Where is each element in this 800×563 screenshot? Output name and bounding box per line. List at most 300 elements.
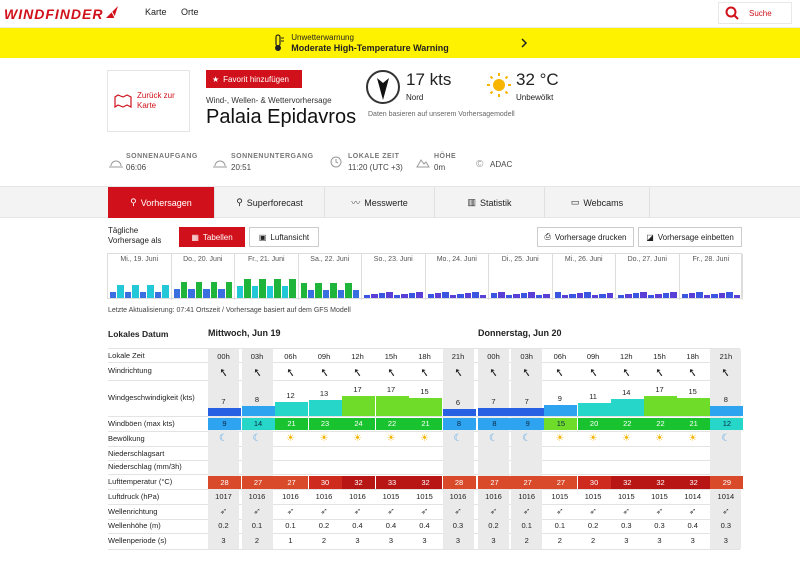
wave-period-cell: 2 bbox=[254, 536, 260, 545]
overview-wind-bar bbox=[330, 283, 336, 298]
overview-day-label: Mi., 19. Juni bbox=[120, 256, 159, 263]
overview-day[interactable] bbox=[426, 254, 490, 300]
overview-wind-bar bbox=[670, 292, 676, 298]
gust-cell: 12 bbox=[710, 418, 743, 430]
overview-wind-bar bbox=[543, 294, 549, 298]
wind-speed-bar bbox=[275, 402, 308, 416]
temperature-cell: 33 bbox=[376, 476, 409, 489]
wave-height-cell: 0.1 bbox=[285, 521, 296, 530]
wave-height-cell: 0.1 bbox=[251, 521, 263, 530]
wind-speed-value: 15 bbox=[420, 387, 429, 396]
overview-wind-bar bbox=[188, 289, 194, 298]
add-favorite-button[interactable] bbox=[206, 70, 302, 88]
overview-wind-bar bbox=[226, 282, 232, 298]
print-label: Vorhersage drucken bbox=[554, 232, 627, 242]
wind-speed-bar bbox=[376, 396, 409, 416]
pressure-cell: 1016 bbox=[315, 492, 333, 501]
row-separator bbox=[108, 380, 740, 381]
sun-icon bbox=[486, 72, 512, 98]
wind-speed-value: 8 bbox=[723, 395, 728, 405]
overview-day-label: Mi., 26. Juni bbox=[564, 256, 603, 263]
print-icon: ⎙ bbox=[544, 232, 551, 241]
daily-forecast-label: Tägliche Vorhersage als bbox=[108, 226, 162, 245]
square-icon: ▣ bbox=[258, 232, 267, 242]
overview-wind-bar bbox=[465, 293, 471, 298]
back-to-map-button[interactable] bbox=[107, 70, 190, 132]
wind-direction-arrow-icon: ➘ bbox=[720, 365, 732, 379]
gust-cell: 24 bbox=[342, 418, 375, 430]
temperature-cell: 32 bbox=[644, 476, 677, 489]
wave-period-cell: 3 bbox=[355, 536, 360, 545]
overview-wind-bar bbox=[640, 292, 646, 298]
wave-period-cell: 3 bbox=[422, 536, 427, 545]
overview-wind-bar bbox=[536, 295, 542, 298]
hour-cell: 00h bbox=[217, 352, 230, 361]
wind-speed-bar bbox=[644, 396, 677, 416]
wind-speed-value: 15 bbox=[688, 387, 697, 396]
tab-label: Statistik bbox=[480, 197, 512, 208]
pressure-cell: 1015 bbox=[584, 492, 602, 501]
logo[interactable]: WINDFINDER bbox=[4, 6, 104, 22]
wave-height-cell: 0.2 bbox=[488, 521, 499, 530]
row-separator bbox=[108, 474, 740, 475]
overview-wind-bar bbox=[338, 290, 344, 298]
wind-speed-value: 17 bbox=[386, 384, 396, 394]
overview-wind-bar bbox=[704, 295, 710, 298]
overview-day-label: Sa., 22. Juni bbox=[310, 256, 350, 263]
sun-icon: ☀ bbox=[286, 433, 295, 444]
row-separator bbox=[108, 533, 740, 534]
overview-wind-bar bbox=[498, 292, 504, 298]
tab-label: Webcams bbox=[583, 197, 624, 208]
hour-cell: 12h bbox=[620, 352, 633, 361]
overview-wind-bar bbox=[371, 294, 377, 298]
tab-bar bbox=[0, 186, 800, 218]
gust-cell: 23 bbox=[309, 418, 342, 430]
tab-vorhersagen[interactable] bbox=[108, 187, 215, 218]
temperature-cell: 30 bbox=[309, 476, 342, 489]
adac-icon: © bbox=[476, 159, 484, 170]
tab-statistik[interactable] bbox=[435, 187, 545, 218]
row-separator bbox=[108, 519, 740, 520]
tab-label: Superforecast bbox=[246, 197, 303, 208]
overview-wind-bar bbox=[211, 282, 217, 298]
wave-period-cell: 2 bbox=[321, 536, 327, 545]
sunset-icon bbox=[212, 156, 228, 168]
wind-direction-arrow-icon: ➘ bbox=[218, 365, 230, 379]
moon-icon: ☾ bbox=[219, 433, 228, 444]
overview-wind-bar bbox=[655, 294, 661, 298]
wind-speed-value: 7 bbox=[491, 396, 496, 406]
row-label: Wellenperiode (s) bbox=[108, 536, 167, 545]
air-view-label: Luftansicht bbox=[270, 232, 310, 242]
data-basis-note: Daten basieren auf unserem Vorhersagemodell bbox=[368, 111, 515, 118]
bar-chart-icon: ▥ bbox=[467, 197, 476, 207]
overview-wind-bar bbox=[435, 293, 441, 298]
wave-period-cell: 2 bbox=[557, 536, 562, 545]
overview-wind-bar bbox=[682, 294, 688, 298]
hour-cell: 18h bbox=[418, 352, 431, 361]
overview-wind-bar bbox=[416, 292, 422, 298]
row-label: Windrichtung bbox=[108, 366, 152, 375]
overview-wind-bar bbox=[428, 294, 434, 298]
overview-wind-bar bbox=[315, 283, 321, 298]
overview-wind-bar bbox=[696, 292, 702, 298]
wave-height-cell: 0.3 bbox=[452, 521, 464, 530]
hour-cell: 15h bbox=[384, 352, 398, 361]
overview-wind-bar bbox=[259, 279, 265, 298]
hour-cell: 00h bbox=[487, 352, 500, 361]
wind-speed-value: 14 bbox=[622, 388, 631, 398]
wind-speed-bar bbox=[242, 406, 275, 416]
wave-period-cell: 2 bbox=[524, 536, 529, 545]
sunset-value: 20:51 bbox=[231, 163, 252, 172]
moon-icon: ☾ bbox=[721, 433, 731, 444]
wave-period-cell: 3 bbox=[221, 536, 226, 545]
temperature-cell: 27 bbox=[242, 476, 275, 489]
pressure-cell: 1015 bbox=[551, 492, 569, 501]
row-label: Lokale Zeit bbox=[108, 351, 145, 360]
hour-cell: 12h bbox=[351, 352, 364, 361]
moon-icon: ☾ bbox=[252, 433, 262, 444]
tab-superforecast[interactable] bbox=[215, 187, 325, 218]
overview-wind-bar bbox=[117, 285, 123, 298]
pressure-cell: 1016 bbox=[449, 492, 467, 501]
overview-wind-bar bbox=[252, 286, 258, 298]
overview-day-label: Do., 27. Juni bbox=[627, 256, 667, 263]
pressure-cell: 1015 bbox=[651, 492, 668, 501]
overview-wind-bar bbox=[663, 293, 669, 298]
wave-height-cell: 0.3 bbox=[720, 521, 732, 530]
overview-wind-bar bbox=[513, 294, 519, 298]
moon-icon: ☾ bbox=[453, 433, 463, 444]
overview-wind-bar bbox=[274, 279, 280, 298]
hour-cell: 09h bbox=[586, 352, 600, 361]
overview-day[interactable] bbox=[616, 254, 680, 300]
wave-height-cell: 0.4 bbox=[385, 521, 397, 530]
pressure-cell: 1014 bbox=[717, 492, 735, 501]
wind-direction-arrow-icon: ➘ bbox=[687, 365, 699, 379]
wind-direction-arrow-icon: ➘ bbox=[654, 365, 666, 379]
overview-day[interactable] bbox=[680, 254, 744, 300]
pressure-cell: 1017 bbox=[215, 492, 232, 501]
date-label: Lokales Datum bbox=[108, 329, 169, 339]
wave-direction-icon: ➶ bbox=[589, 506, 597, 516]
sun-icon: ☀ bbox=[420, 433, 429, 444]
wave-period-cell: 2 bbox=[591, 536, 596, 545]
logo-star-icon bbox=[104, 4, 120, 20]
overview-wind-bar bbox=[442, 292, 448, 298]
pressure-cell: 1016 bbox=[485, 492, 502, 501]
overview-day-label: So., 23. Juni bbox=[373, 256, 413, 263]
wind-direction-arrow-icon: ➘ bbox=[620, 365, 632, 379]
overview-day-label: Fr., 28. Juni bbox=[692, 256, 730, 263]
wind-speed-value: 11 bbox=[589, 391, 597, 401]
wave-period-cell: 3 bbox=[455, 536, 461, 545]
hour-cell: 15h bbox=[653, 352, 666, 361]
overview-wind-bar bbox=[218, 289, 224, 298]
clock-icon bbox=[330, 156, 342, 168]
gust-cell: 9 bbox=[511, 418, 544, 430]
tab-label: Messwerte bbox=[364, 197, 408, 208]
camera-icon: ▭ bbox=[570, 197, 580, 207]
wind-speed-value: 17 bbox=[655, 384, 664, 394]
overview-day-label: Do., 20. Juni bbox=[183, 256, 223, 263]
wave-height-cell: 0.1 bbox=[554, 521, 566, 530]
air-view-button[interactable] bbox=[249, 227, 319, 247]
overview-day[interactable] bbox=[362, 254, 426, 300]
map-icon bbox=[114, 94, 132, 108]
temperature-cell: 28 bbox=[443, 476, 476, 489]
wave-direction-icon: ➶ bbox=[420, 506, 429, 516]
sun-icon: ☀ bbox=[688, 433, 698, 444]
moon-icon: ☾ bbox=[522, 433, 532, 444]
wave-direction-icon: ➶ bbox=[253, 506, 261, 516]
bike-icon: ⚲ bbox=[236, 197, 243, 207]
wind-direction-arrow-icon: ➘ bbox=[521, 365, 533, 379]
warning-title: Unwetterwarnung bbox=[291, 33, 354, 42]
wave-height-cell: 0.4 bbox=[687, 521, 698, 530]
temperature-cell: 27 bbox=[544, 476, 577, 489]
wave-period-cell: 3 bbox=[624, 536, 629, 545]
wind-speed-bar bbox=[409, 398, 442, 416]
overview-wind-bar bbox=[364, 295, 370, 298]
pressure-cell: 1015 bbox=[416, 492, 433, 501]
spot-name: Palaia Epidavros bbox=[206, 106, 357, 128]
sunrise-icon bbox=[108, 156, 124, 168]
wind-direction-arrow-icon: ➘ bbox=[554, 365, 566, 379]
wind-speed-value: 13 bbox=[319, 389, 329, 399]
gust-cell: 22 bbox=[376, 418, 409, 430]
overview-wind-bar bbox=[155, 292, 161, 298]
overview-wind-bar bbox=[196, 282, 202, 298]
wind-speed-bar bbox=[342, 396, 375, 416]
temperature-cell: 32 bbox=[342, 476, 375, 489]
overview-wind-bar bbox=[607, 293, 613, 298]
overview-wind-bar bbox=[555, 292, 561, 298]
thermometer-icon bbox=[271, 34, 285, 52]
search-icon bbox=[725, 6, 739, 20]
row-separator bbox=[108, 348, 740, 349]
wind-speed-value: 9 bbox=[557, 394, 562, 404]
print-forecast-button[interactable] bbox=[537, 227, 634, 247]
wave-direction-icon: ➶ bbox=[489, 506, 498, 516]
day2-title: Donnerstag, Jun 20 bbox=[478, 328, 562, 338]
overview-day[interactable] bbox=[299, 254, 363, 300]
sunset-label: SONNENUNTERGANG bbox=[231, 153, 314, 160]
search-label: Suche bbox=[749, 8, 772, 18]
wind-speed-value: 8 bbox=[254, 395, 260, 405]
wind-speed-value: 6 bbox=[455, 397, 461, 407]
hour-cell: 06h bbox=[553, 352, 567, 361]
wave-height-cell: 0.1 bbox=[521, 521, 532, 530]
forecast-overview-strip[interactable] bbox=[107, 253, 742, 299]
overview-wind-bar bbox=[584, 292, 590, 298]
overview-wind-bar bbox=[282, 286, 288, 298]
hour-cell: 03h bbox=[520, 352, 533, 361]
tab-label: Vorhersagen bbox=[140, 197, 192, 208]
row-separator bbox=[108, 489, 740, 490]
overview-wind-bar bbox=[506, 295, 512, 298]
sun-icon: ☀ bbox=[386, 433, 396, 444]
overview-wind-bar bbox=[719, 293, 725, 298]
overview-wind-bar bbox=[140, 292, 146, 298]
hour-cell: 06h bbox=[284, 352, 297, 361]
warning-message: Moderate High-Temperature Warning bbox=[291, 43, 449, 53]
wind-direction-arrow-icon: ➘ bbox=[352, 365, 364, 379]
bike-icon: ⚲ bbox=[130, 197, 137, 207]
overview-day[interactable] bbox=[553, 254, 617, 300]
gust-cell: 22 bbox=[611, 418, 644, 430]
overview-day[interactable] bbox=[235, 254, 299, 300]
overview-day-label: Fr., 21. Juni bbox=[247, 256, 285, 263]
temperature-cell: 32 bbox=[611, 476, 644, 489]
overview-day[interactable] bbox=[108, 254, 172, 300]
overview-wind-bar bbox=[132, 285, 138, 298]
sun-icon: ☀ bbox=[621, 433, 631, 444]
overview-wind-bar bbox=[308, 290, 314, 298]
overview-wind-bar bbox=[472, 292, 478, 298]
wind-direction-arrow-icon: ➘ bbox=[488, 365, 500, 379]
wave-height-cell: 0.4 bbox=[352, 521, 363, 530]
day1-title: Mittwoch, Jun 19 bbox=[208, 328, 281, 338]
search-button[interactable] bbox=[718, 2, 792, 24]
sunrise-label: SONNENAUFGANG bbox=[126, 153, 198, 160]
overview-wind-bar bbox=[401, 294, 407, 298]
temperature-cell: 27 bbox=[511, 476, 544, 489]
compass-icon bbox=[366, 70, 400, 104]
temperature-cell: 28 bbox=[208, 476, 241, 489]
wave-period-cell: 1 bbox=[288, 536, 293, 545]
spot-subtitle: Wind-, Wellen- & Wettervorhersage bbox=[206, 96, 332, 105]
temperature-cell: 27 bbox=[275, 476, 308, 489]
overview-wind-bar bbox=[457, 294, 463, 298]
row-label: Lufttemperatur (°C) bbox=[108, 477, 173, 486]
sunset-info bbox=[231, 153, 314, 172]
gust-cell: 21 bbox=[409, 418, 442, 430]
overview-wind-bar bbox=[562, 295, 568, 298]
local-time-label: LOKALE ZEIT bbox=[348, 153, 400, 160]
overview-day[interactable] bbox=[172, 254, 236, 300]
pressure-cell: 1015 bbox=[617, 492, 635, 501]
tab-webcams[interactable] bbox=[545, 187, 650, 218]
wind-direction-arrow-icon: ➘ bbox=[318, 365, 330, 379]
overview-wind-bar bbox=[237, 286, 243, 298]
sun-icon: ☀ bbox=[555, 433, 565, 444]
row-separator bbox=[108, 549, 740, 550]
wave-height-cell: 0.3 bbox=[621, 521, 632, 530]
overview-day[interactable] bbox=[489, 254, 553, 300]
row-label: Wellenhöhe (m) bbox=[108, 521, 161, 530]
star-icon: ★ bbox=[212, 74, 220, 84]
overview-wind-bar bbox=[577, 293, 583, 298]
current-wind-direction: Nord bbox=[406, 93, 424, 102]
overview-wind-bar bbox=[379, 293, 385, 298]
wind-speed-value: 7 bbox=[221, 396, 226, 406]
wave-height-cell: 0.2 bbox=[218, 521, 229, 530]
sun-icon: ☀ bbox=[655, 433, 664, 444]
adac-link[interactable]: ADAC bbox=[490, 160, 513, 169]
overview-wind-bar bbox=[181, 282, 187, 298]
wind-speed-bar bbox=[208, 408, 241, 416]
nav-orte[interactable]: Orte bbox=[181, 7, 199, 17]
gust-cell: 8 bbox=[478, 418, 511, 430]
hour-cell: 09h bbox=[317, 352, 331, 361]
temperature-cell: 29 bbox=[710, 476, 743, 489]
wave-height-cell: 0.4 bbox=[419, 521, 430, 530]
overview-wind-bar bbox=[345, 283, 351, 298]
altitude-value: 0m bbox=[434, 163, 446, 172]
gust-cell: 20 bbox=[578, 418, 611, 430]
wind-direction-arrow-icon: ➘ bbox=[419, 365, 431, 379]
wind-speed-bar bbox=[478, 408, 511, 416]
wind-speed-bar bbox=[544, 405, 577, 416]
wind-speed-bar bbox=[677, 398, 710, 416]
overview-wind-bar bbox=[592, 295, 598, 298]
overview-wind-bar bbox=[110, 292, 116, 298]
warning-text bbox=[291, 32, 449, 54]
row-label: Niederschlag (mm/3h) bbox=[108, 462, 182, 471]
hour-cell: 03h bbox=[250, 352, 264, 361]
overview-wind-bar bbox=[323, 290, 329, 298]
gust-cell: 22 bbox=[644, 418, 677, 430]
fav-label: Favorit hinzufügen bbox=[223, 74, 289, 84]
overview-day-label: Di., 25. Juni bbox=[501, 256, 539, 263]
overview-wind-bar bbox=[521, 293, 527, 298]
wave-period-cell: 3 bbox=[690, 536, 695, 545]
wave-direction-icon: ➶ bbox=[454, 506, 462, 516]
tables-label: Tabellen bbox=[202, 232, 233, 242]
wave-direction-icon: ➶ bbox=[320, 506, 328, 516]
gust-cell: 15 bbox=[544, 418, 577, 430]
wind-direction-arrow-icon: ➘ bbox=[452, 365, 464, 379]
overview-wind-bar bbox=[726, 292, 732, 298]
tables-view-button[interactable] bbox=[179, 227, 245, 247]
nav-karte[interactable]: Karte bbox=[145, 7, 167, 17]
embed-forecast-button[interactable] bbox=[638, 227, 742, 247]
wave-direction-icon: ➶ bbox=[353, 506, 362, 516]
top-bar bbox=[0, 0, 800, 28]
weather-warning-banner[interactable] bbox=[0, 28, 800, 58]
wind-direction-arrow-icon: ➘ bbox=[285, 365, 297, 379]
overview-wind-bar bbox=[244, 279, 250, 298]
pressure-cell: 1016 bbox=[282, 492, 299, 501]
chart-line-icon: 〰 bbox=[351, 198, 361, 208]
embed-icon: ◪ bbox=[646, 232, 654, 242]
overview-wind-bar bbox=[689, 293, 695, 298]
overview-wind-bar bbox=[618, 295, 624, 298]
overview-wind-bar bbox=[301, 283, 307, 298]
gust-cell: 9 bbox=[208, 418, 241, 430]
local-time-info bbox=[348, 153, 403, 172]
row-label: Bewölkung bbox=[108, 434, 145, 443]
wave-period-cell: 3 bbox=[388, 536, 394, 545]
wave-direction-icon: ➶ bbox=[556, 506, 564, 516]
overview-wind-bar bbox=[480, 295, 486, 298]
row-separator bbox=[108, 460, 740, 461]
row-separator bbox=[108, 446, 740, 447]
hour-cell: 21h bbox=[451, 352, 465, 361]
row-label: Windböen (max kts) bbox=[108, 419, 175, 428]
pressure-cell: 1016 bbox=[518, 492, 536, 501]
overview-wind-bar bbox=[409, 293, 415, 298]
temperature-cell: 30 bbox=[578, 476, 611, 489]
gust-cell: 14 bbox=[242, 418, 275, 430]
tab-messwerte[interactable] bbox=[325, 187, 435, 218]
wind-speed-value: 7 bbox=[524, 396, 529, 406]
overview-wind-bar bbox=[147, 285, 153, 298]
gust-cell: 21 bbox=[677, 418, 710, 430]
